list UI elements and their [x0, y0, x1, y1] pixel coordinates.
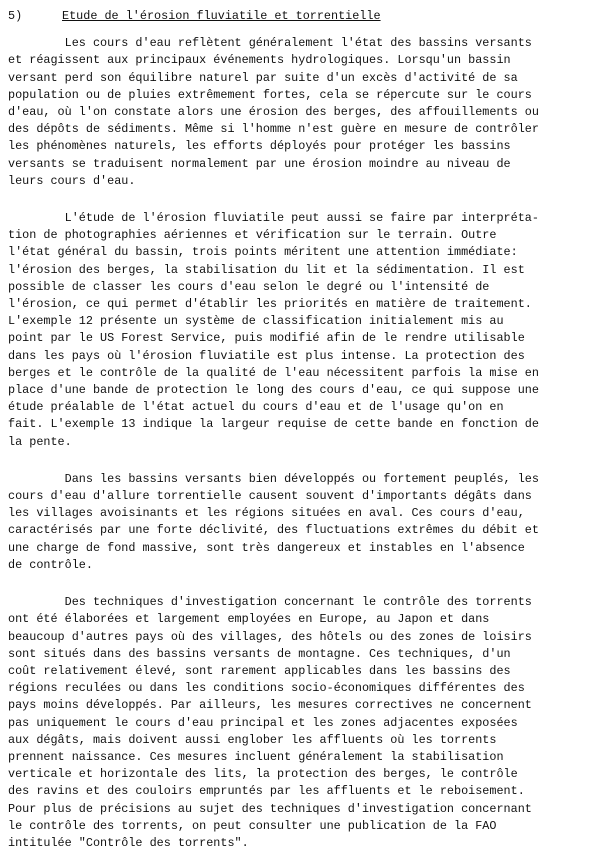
- text-line: point par le US Forest Service, puis modifié afin de le rendre utilisable: [8, 331, 525, 346]
- section-title: Etude de l'érosion fluviatile et torrentielle: [62, 9, 381, 23]
- text-line: versant perd son équilibre naturel par suite d'un excès d'activité de sa: [8, 70, 518, 85]
- text-line: une charge de fond massive, sont très dangereux et instables en l'absence: [8, 540, 525, 555]
- text-line: l'érosion des berges, la stabilisation du lit et la sédimentation. Il est: [8, 262, 525, 277]
- text-line: la pente.: [8, 434, 72, 449]
- text-line: caractérisés par une forte déclivité, des fluctuations extrêmes du débit et: [8, 523, 539, 538]
- text-line: les phénomènes naturels, les efforts déployés pour protéger les bassins: [8, 139, 511, 154]
- text-line: intitulée "Contrôle des torrents".: [8, 835, 249, 850]
- section-heading: [8, 8, 590, 25]
- text-line: l'état général du bassin, trois points méritent une attention immédiate:: [8, 245, 518, 260]
- text-line: leurs cours d'eau.: [8, 173, 136, 188]
- text-line: régions reculées ou dans les conditions socio-économiques différentes des: [8, 681, 525, 696]
- section-number: 5): [8, 9, 23, 23]
- text-line: Des techniques d'investigation concernant le contrôle des torrents: [8, 595, 532, 610]
- text-line: l'érosion, ce qui permet d'établir les priorités en matière de traitement.: [8, 297, 532, 312]
- text-line: beaucoup d'autres pays où des villages, des hôtels ou des zones de loisirs: [8, 629, 532, 644]
- text-line: verticale et horizontale des lits, la protection des berges, le contrôle: [8, 767, 518, 782]
- paragraph: [8, 35, 590, 190]
- text-line: des ravins et des couloirs empruntés par les affluents et le reboisement.: [8, 784, 525, 799]
- text-line: dans les pays où l'érosion fluviatile est plus intense. La protection des: [8, 348, 525, 363]
- text-line: fait. L'exemple 13 indique la largeur requise de cette bande en fonction de: [8, 417, 539, 432]
- text-line: des dépôts de sédiments. Même si l'homme n'est guère en mesure de contrôler: [8, 122, 539, 137]
- text-line: sont situés dans des bassins versants de montagne. Ces techniques, d'un: [8, 646, 511, 661]
- text-line: Les cours d'eau reflètent généralement l'état des bassins versants: [8, 36, 532, 51]
- paragraph: [8, 471, 590, 574]
- text-line: possible de classer les cours d'eau selon le degré ou l'intensité de: [8, 279, 490, 294]
- text-line: ont été élaborées et largement employées en Europe, au Japon et dans: [8, 612, 490, 627]
- text-line: aux dégâts, mais doivent aussi englober les affluents où les torrents: [8, 732, 497, 747]
- text-line: pays moins développés. Par ailleurs, les mesures correctives ne concernent: [8, 698, 532, 713]
- text-line: population ou de pluies extrêmement fortes, cela se répercute sur le cours: [8, 87, 532, 102]
- text-line: le contrôle des torrents, on peut consulter une publication de la FAO: [8, 818, 497, 833]
- text-line: berges et le contrôle de la qualité de l'eau nécessitent parfois la mise en: [8, 365, 539, 380]
- text-line: coût relativement élevé, sont rarement applicables dans les bassins des: [8, 663, 511, 678]
- text-line: les villages avoisinants et les régions situées en aval. Ces cours d'eau,: [8, 506, 525, 521]
- text-line: tion de photographies aériennes et vérification sur le terrain. Outre: [8, 228, 497, 243]
- text-line: versants se traduisent normalement par une érosion moindre au niveau de: [8, 156, 511, 171]
- text-line: Dans les bassins versants bien développés ou fortement peuplés, les: [8, 471, 539, 486]
- text-line: place d'une bande de protection le long des cours d'eau, ce qui suppose une: [8, 383, 539, 398]
- paragraph: [8, 210, 590, 451]
- text-line: et réagissent aux principaux événements hydrologiques. Lorsqu'un bassin: [8, 53, 511, 68]
- paragraph: [8, 594, 590, 852]
- text-line: pas uniquement le cours d'eau principal et les zones adjacentes exposées: [8, 715, 518, 730]
- text-line: prennent naissance. Ces mesures incluent généralement la stabilisation: [8, 749, 504, 764]
- text-line: L'étude de l'érosion fluviatile peut aussi se faire par interpréta-: [8, 211, 539, 226]
- text-line: cours d'eau d'allure torrentielle causent souvent d'importants dégâts dans: [8, 489, 532, 504]
- text-line: de contrôle.: [8, 557, 93, 572]
- text-line: étude préalable de l'état actuel du cours d'eau et de l'usage qu'on en: [8, 400, 504, 415]
- text-line: L'exemple 12 présente un système de classification initialement mis au: [8, 314, 504, 329]
- text-line: Pour plus de précisions au sujet des techniques d'investigation concernant: [8, 801, 532, 816]
- body-text: [8, 35, 590, 852]
- text-line: d'eau, où l'on constate alors une érosion des berges, des affouillements ou: [8, 105, 539, 120]
